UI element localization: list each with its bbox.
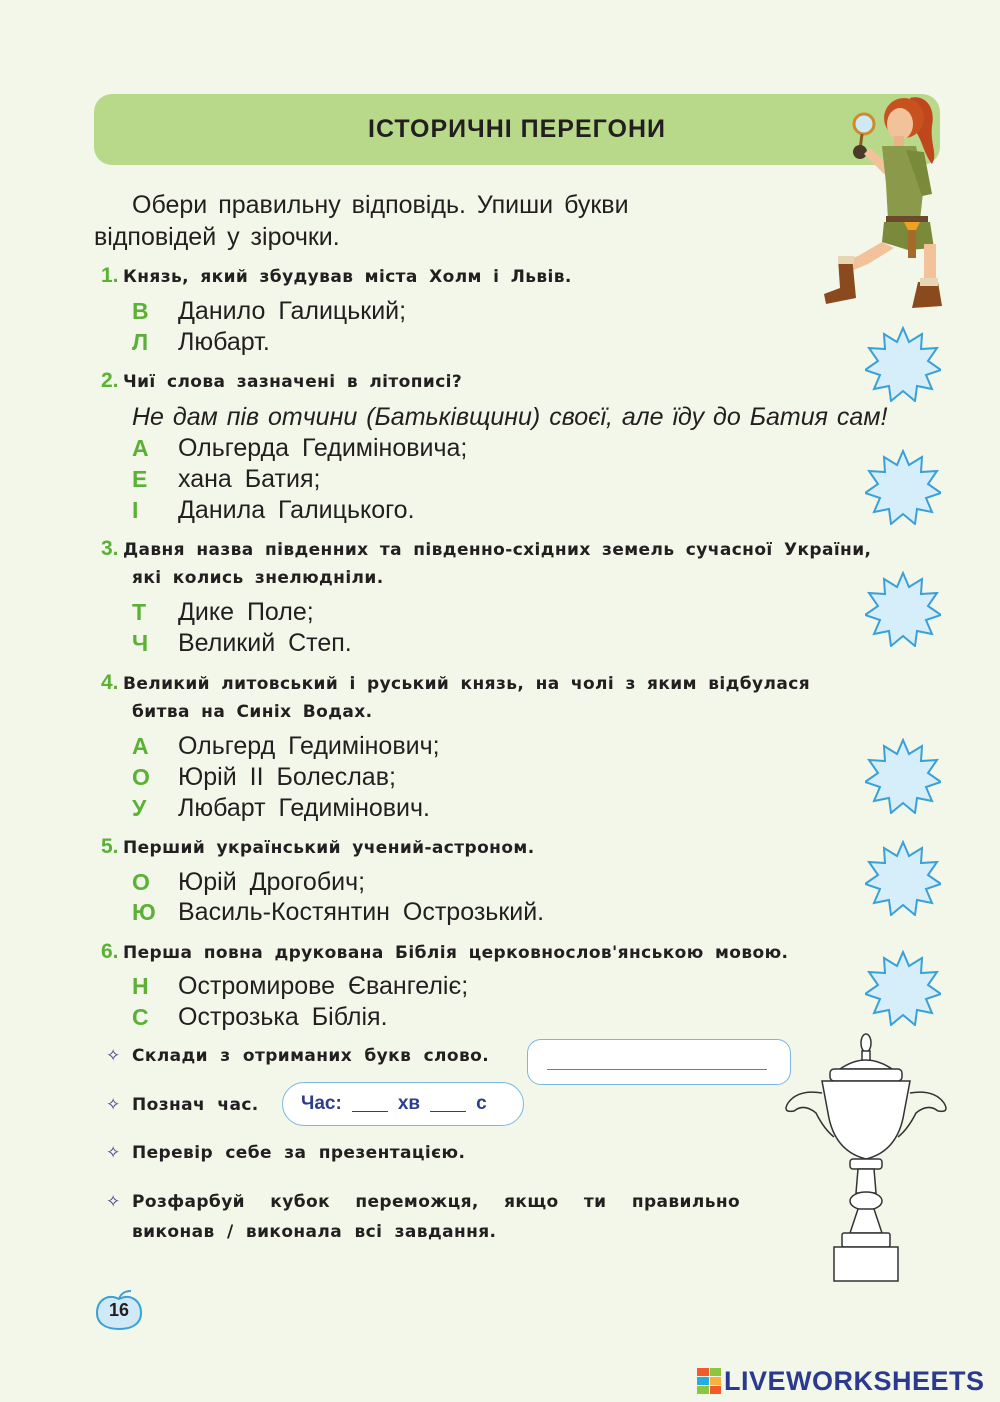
instructions-line-2: відповідей у зірочки. <box>94 223 340 251</box>
question-text-cont: битва на Синіх Водах. <box>132 702 373 722</box>
trophy-cup-outline[interactable] <box>778 1033 954 1285</box>
time-label: Час: <box>301 1093 342 1114</box>
question-text: Давня назва південних та південно-східних земель сучасної України, <box>122 540 872 560</box>
minutes-label: хв <box>397 1093 421 1114</box>
option-letter: А <box>132 435 149 461</box>
question-1 <box>101 264 572 288</box>
word-answer-field[interactable] <box>527 1039 791 1085</box>
page-title: ІСТОРИЧНІ ПЕРЕГОНИ <box>368 115 666 143</box>
option-1-v <box>132 297 406 326</box>
question-3 <box>101 537 871 561</box>
sparkle-icon: ✧ <box>106 1095 121 1115</box>
page-number: 16 <box>108 1300 130 1320</box>
question-4 <box>101 671 810 695</box>
option-2-i <box>132 496 415 525</box>
question-text: Чиї слова зазначені в літописі? <box>122 372 463 392</box>
option-3-ch <box>132 629 352 658</box>
option-text: Василь-Костянтин Острозький. <box>178 898 545 926</box>
option-text: хана Батия; <box>178 465 321 493</box>
option-text: Данило Галицький; <box>178 297 407 325</box>
question-text: Великий литовський і руський князь, на чолі з яким відбулася <box>122 674 811 694</box>
sparkle-icon: ✧ <box>106 1192 121 1212</box>
task-text: Познач час. <box>132 1095 259 1115</box>
option-1-l <box>132 328 270 357</box>
question-number: 1. <box>101 264 119 287</box>
option-letter: В <box>132 298 149 324</box>
minutes-input[interactable] <box>352 1097 388 1112</box>
option-text: Острозька Біблія. <box>178 1003 388 1031</box>
option-6-n <box>132 972 468 1001</box>
question-number: 3. <box>101 537 119 560</box>
question-number: 5. <box>101 835 119 858</box>
question-number: 2. <box>101 369 119 392</box>
sparkle-icon: ✧ <box>106 1143 121 1163</box>
seconds-label: с <box>476 1093 487 1114</box>
answer-star-5[interactable] <box>865 840 941 916</box>
answer-star-4[interactable] <box>865 738 941 814</box>
option-4-u <box>132 794 430 823</box>
option-letter: Ю <box>132 899 156 925</box>
option-letter: О <box>132 764 150 790</box>
option-text: Остромирове Євангеліє; <box>178 972 469 1000</box>
option-text: Юрій ІІ Болеслав; <box>178 763 396 791</box>
option-text: Любарт Гедимінович. <box>178 794 430 822</box>
watermark-text: LIVEWORKSHEETS <box>724 1365 985 1396</box>
option-text: Данила Галицького. <box>178 496 415 524</box>
task-color-cup <box>106 1192 740 1212</box>
word-answer-line <box>547 1069 767 1070</box>
answer-star-1[interactable] <box>865 326 941 402</box>
question-6 <box>101 940 788 964</box>
option-4-a <box>132 732 440 761</box>
option-letter: Л <box>132 329 149 355</box>
option-letter: Е <box>132 466 148 492</box>
task-text: Склади з отриманих букв слово. <box>132 1046 490 1066</box>
question-5 <box>101 835 535 859</box>
option-letter: І <box>132 497 139 523</box>
option-letter: Т <box>132 599 147 625</box>
question-text: Перша повна друкована Біблія церковнослов'янською мовою. <box>122 943 789 963</box>
question-number: 4. <box>101 671 119 694</box>
option-letter: С <box>132 1004 149 1030</box>
answer-star-2[interactable] <box>865 449 941 525</box>
question-text: Князь, який збудував міста Холм і Львів. <box>122 267 572 287</box>
task-text-cont: виконав / виконала всі завдання. <box>132 1222 497 1242</box>
liveworksheets-logo[interactable] <box>697 1365 985 1397</box>
option-letter: У <box>132 795 147 821</box>
option-2-e <box>132 465 320 494</box>
option-text: Дике Поле; <box>178 598 314 626</box>
answer-star-3[interactable] <box>865 571 941 647</box>
answer-star-6[interactable] <box>865 950 941 1026</box>
option-2-a <box>132 434 467 463</box>
chronicle-quote: Не дам пів отчини (Батьківщини) своєї, але їду до Батия сам! <box>132 403 888 431</box>
option-text: Любарт. <box>178 328 270 356</box>
question-text: Перший український учений-астроном. <box>122 838 535 858</box>
option-text: Юрій Дрогобич; <box>178 868 366 896</box>
question-2 <box>101 369 462 393</box>
option-letter: О <box>132 869 150 895</box>
option-letter: Н <box>132 973 149 999</box>
question-text-cont: які колись знелюдніли. <box>132 568 384 588</box>
time-box <box>282 1082 524 1126</box>
instructions-line-1: Обери правильну відповідь. Упиши букви <box>132 191 629 219</box>
question-number: 6. <box>101 940 119 963</box>
liveworksheets-icon <box>697 1368 721 1394</box>
task-text: Розфарбуй кубок переможця, якщо ти правильно <box>132 1192 741 1212</box>
option-text: Великий Степ. <box>178 629 352 657</box>
option-5-o <box>132 868 365 897</box>
seconds-input[interactable] <box>430 1097 466 1112</box>
task-check <box>106 1143 465 1163</box>
option-letter: Ч <box>132 630 149 656</box>
option-3-t <box>132 598 314 627</box>
option-text: Ольгерда Гедиміновича; <box>178 434 468 462</box>
task-mark-time <box>106 1095 259 1115</box>
option-4-o <box>132 763 396 792</box>
task-text: Перевір себе за презентацією. <box>132 1143 466 1163</box>
option-6-s <box>132 1003 388 1032</box>
explorer-girl-illustration <box>812 92 947 320</box>
option-text: Ольгерд Гедимінович; <box>178 732 440 760</box>
task-make-word <box>106 1046 489 1066</box>
option-letter: А <box>132 733 149 759</box>
option-5-yu <box>132 898 544 927</box>
sparkle-icon: ✧ <box>106 1046 121 1066</box>
instructions <box>94 189 706 253</box>
